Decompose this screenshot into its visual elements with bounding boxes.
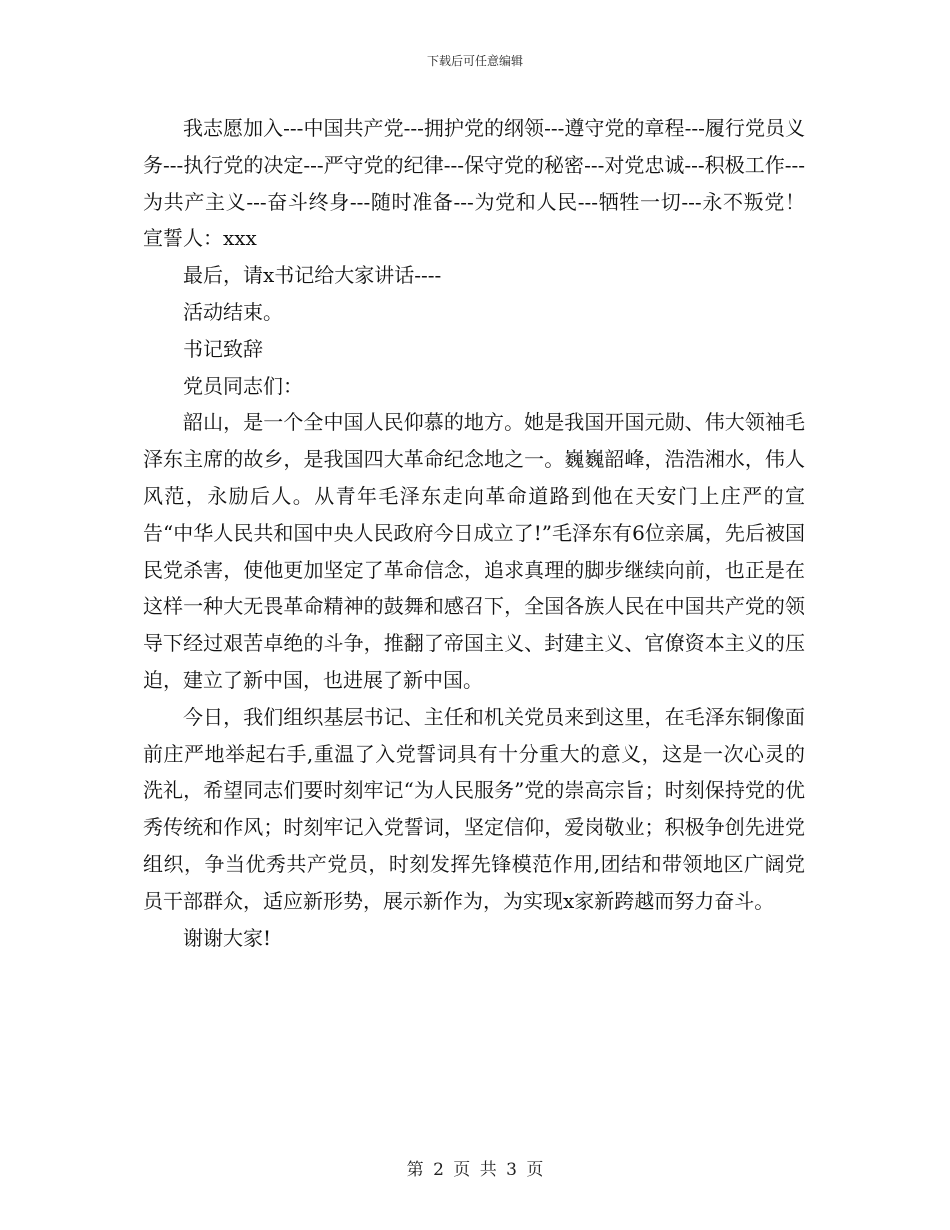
today-paragraph: 今日，我们组织基层书记、主任和机关党员来到这里，在毛泽东铜像面前庄严地举起右手,重温了入党誓词具有十分重大的意义，这是一次心灵的洗礼，希望同志们要时刻牢记“为人民服务”党的崇高宗旨；时刻保持党的优秀传统和作风；时刻牢记入党誓词，坚定信仰，爱岗敬业；积极争创先进党组织，争当优秀共产党员，时刻发挥先锋模范作用,团结和带领地区广阔党员干部群众，适应新形势，展示新作为，为实现x家新跨越而努力奋斗。	[143, 704, 805, 913]
shaoshan-paragraph: 韶山，是一个全中国人民仰慕的地方。她是我国开国元勋、伟大领袖毛泽东主席的故乡，是我国四大革命纪念地之一。巍巍韶峰，浩浩湘水，伟人风范，永励后人。从青年毛泽东走向革命道路到他在天安门上庄严的宣告“中华人民共和国中央人民政府今日成立了!”毛泽东有6位亲属，先后被国民党杀害，使他更加坚定了革命信念，追求真理的脚步继续向前，也正是在这样一种大无畏革命精神的鼓舞和感召下，全国各族人民在中国共产党的领导下经过艰苦卓绝的斗争，推翻了帝国主义、封建主义、官僚资本主义的压迫，建立了新中国，也进展了新中国。	[143, 410, 805, 692]
oath-paragraph: 我志愿加入---中国共产党---拥护党的纲领---遵守党的章程---履行党员义务---执行党的决定---严守党的纪律---保守党的秘密---对党忠诚---积极工作---为共产主义---奋斗终身---随时准备---为党和人民---牺牲一切---永不叛党！ 宣誓人：xxx	[143, 116, 832, 251]
speech-title: 书记致辞	[183, 336, 263, 361]
document-body	[143, 110, 832, 956]
closing-remark-paragraph: 最后，请x书记给大家讲话----	[183, 263, 442, 288]
activity-end-paragraph: 活动结束。	[183, 299, 283, 324]
page-number-footer: 第 2 页 共 3 页	[406, 1160, 544, 1180]
salutation-paragraph: 党员同志们：	[183, 373, 303, 398]
thanks-paragraph: 谢谢大家!	[183, 925, 272, 950]
page-header: 下载后可任意编辑	[426, 54, 523, 68]
